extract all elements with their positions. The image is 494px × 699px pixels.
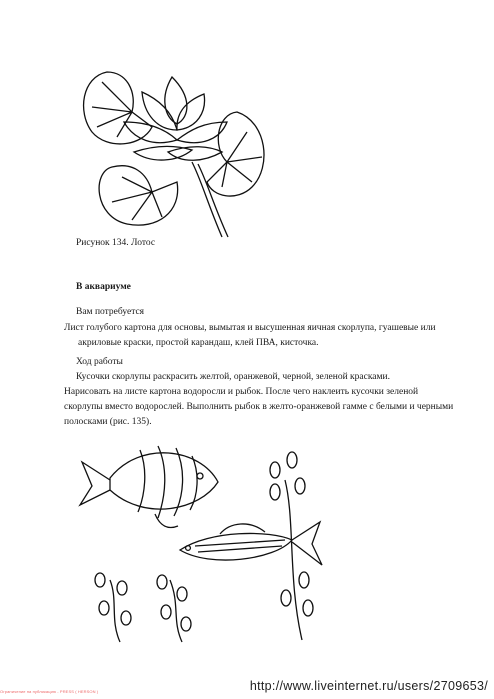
workflow-text xyxy=(64,370,454,430)
footer-notice: Ограничение на публикацию - PRESS ( HERSON ) xyxy=(0,689,99,694)
materials-paragraph: Лист голубого картона для основы, вымытая и высушенная яичная скорлупа, гуашевые или акриловые краски, простой карандаш, клей ПВА, кисточка. xyxy=(64,323,436,348)
figure-caption: Рисунок 134. Лотос xyxy=(76,238,156,248)
workflow-heading: Ход работы xyxy=(76,357,123,367)
workflow-paragraph: Нарисовать на листе картона водоросли и рыбок. После чего наклеить кусочки зеленой скорлупы вместо водорослей. Выполнить рыбок в желто-оранжевой гамме с белыми и черными полосками (рис. 135). xyxy=(64,387,454,427)
section-title: В аквариуме xyxy=(76,282,131,292)
lotus-illustration xyxy=(72,52,272,242)
materials-text xyxy=(64,321,454,351)
aquarium-fish-illustration xyxy=(70,430,340,645)
materials-heading: Вам потребуется xyxy=(76,307,145,317)
watermark-url: http://www.liveinternet.ru/users/2709653/ xyxy=(249,679,488,693)
workflow-line1: Кусочки скорлупы раскрасить желтой, оранжевой, черной, зеленой красками. xyxy=(76,372,390,382)
